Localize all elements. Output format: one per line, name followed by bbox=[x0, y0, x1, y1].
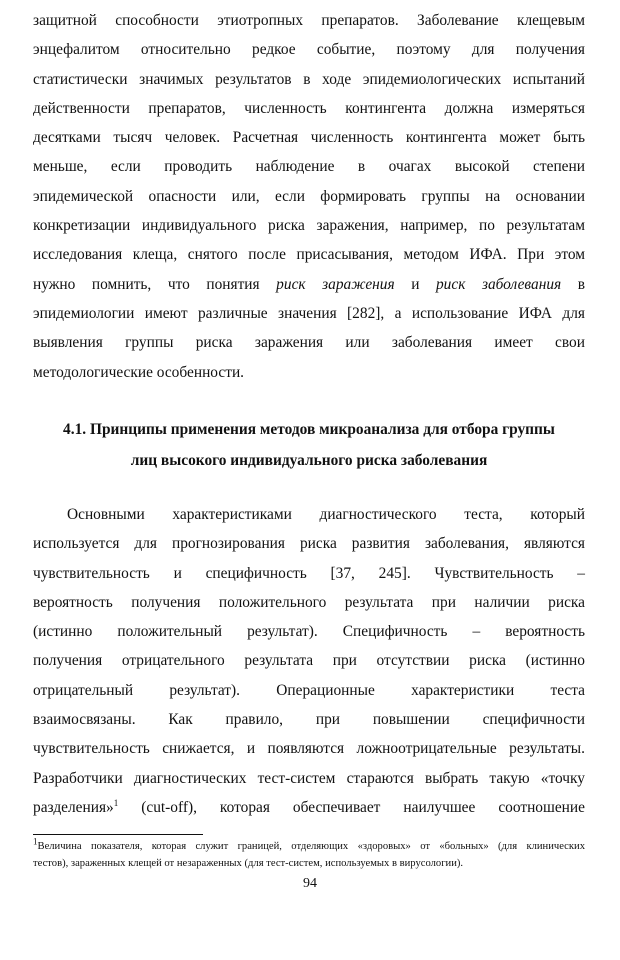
text-line: защитной способности этиотропных препаратов. Заболевание клещевым bbox=[33, 12, 585, 29]
text-line: Разработчики диагностических тест-систем стараются выбрать такую «точку bbox=[33, 769, 585, 787]
footnote-marker: 1 bbox=[33, 836, 38, 847]
footnote-separator bbox=[33, 834, 203, 835]
footnote-line: тестов), зараженных клещей от незараженных (для тест-систем, используемых в вирусологии). bbox=[33, 858, 464, 869]
page-number: 94 bbox=[303, 876, 317, 891]
text-line: действенности препаратов, численность контингента должна измеряться bbox=[33, 99, 585, 117]
heading-line: 4.1. Принципы применения методов микроанализа для отбора группы bbox=[63, 421, 555, 438]
text-segment: разделения» bbox=[33, 798, 114, 816]
text-line-with-footnote bbox=[33, 793, 585, 822]
text-line: эпидемиологии имеют различные значения [282], а использование ИФА для bbox=[33, 304, 585, 322]
text-line: Основными характеристиками диагностического теста, который bbox=[67, 506, 585, 523]
text-line: выявления группы риска заражения или заболевания имеет свои bbox=[33, 334, 585, 352]
footnote-reference[interactable]: 1 bbox=[113, 797, 119, 808]
text-line: получения отрицательного результата при отсутствии риска (истинно bbox=[33, 652, 585, 670]
text-line: методологические особенности. bbox=[33, 363, 245, 381]
text-line: исследования клеща, снятого после присасывания, методом ИФА. При этом bbox=[33, 246, 585, 264]
text-segment: нужно помнить, что понятия bbox=[33, 275, 277, 293]
text-line: используется для прогнозирования риска развития заболевания, являются bbox=[33, 535, 585, 553]
text-segment: и bbox=[394, 275, 436, 293]
text-line: чувствительность и специфичность [37, 245]. Чувствительность – bbox=[33, 564, 585, 582]
text-line: чувствительность снижается, и появляются ложноотрицательные результаты. bbox=[33, 740, 585, 758]
text-line: конкретизации индивидуального риска заражения, например, по результатам bbox=[33, 217, 585, 235]
text-line: меньше, если проводить наблюдение в очагах высокой степени bbox=[33, 158, 585, 176]
italic-term: риск заболевания bbox=[435, 275, 562, 293]
text-segment: (cut-off), которая обеспечивает наилучшее соотношение bbox=[118, 798, 585, 816]
text-line: (истинно положительный результат). Специфичность – вероятность bbox=[33, 623, 585, 641]
footnote-line bbox=[33, 838, 585, 855]
body-paragraph-2 bbox=[33, 500, 585, 822]
italic-term: риск заражения bbox=[276, 275, 395, 293]
text-line: взаимосвязаны. Как правило, при повышении специфичности bbox=[33, 711, 585, 729]
heading-line: лиц высокого индивидуального риска заболевания bbox=[130, 452, 488, 469]
footnote-text: Величина показателя, которая служит границей, отделяющих «здоровых» от «больных» (для клинических bbox=[37, 841, 585, 852]
footnote bbox=[33, 838, 585, 872]
text-segment: в bbox=[561, 275, 585, 293]
text-line: вероятность получения положительного результата при наличии риска bbox=[33, 593, 585, 611]
text-line: эпидемической опасности или, если формировать группы на основании bbox=[33, 187, 585, 205]
text-line: статистически значимых результатов в ходе эпидемиологических испытаний bbox=[33, 70, 585, 88]
text-line: энцефалитом относительно редкое событие, поэтому для получения bbox=[33, 41, 585, 59]
text-line: отрицательный результат). Операционные характеристики теста bbox=[33, 681, 585, 699]
text-line: десятками тысяч человек. Расчетная численность контингента может быть bbox=[33, 129, 585, 147]
section-heading bbox=[33, 414, 585, 476]
text-line-with-italics bbox=[33, 270, 585, 299]
body-paragraph-1 bbox=[33, 6, 585, 387]
